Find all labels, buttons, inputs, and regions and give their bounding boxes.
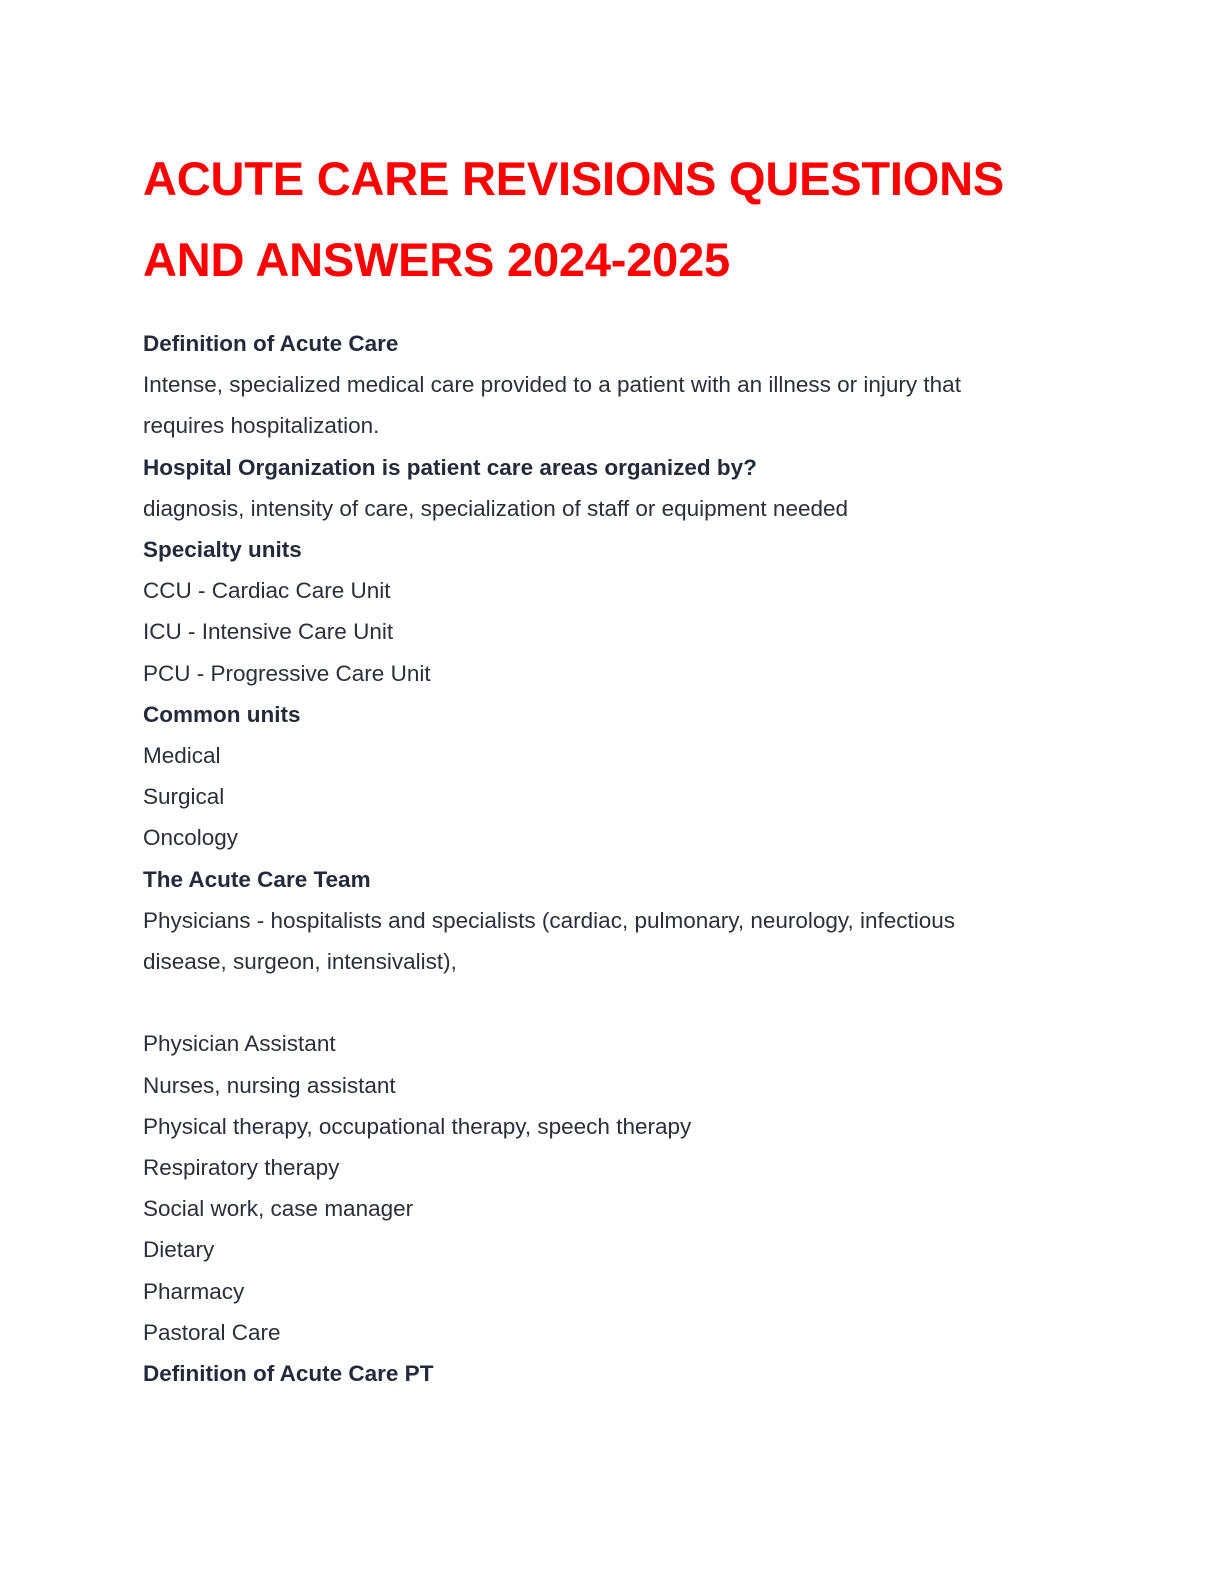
question-heading: Hospital Organization is patient care areas organized by?: [143, 454, 757, 480]
answer-line: PCU - Progressive Care Unit: [143, 660, 431, 686]
answer-line: Intense, specialized medical care provided to a patient with an illness or injury that: [143, 372, 961, 398]
answer-line: requires hospitalization.: [143, 413, 380, 439]
document-title-line: AND ANSWERS 2024-2025: [143, 233, 730, 286]
answer-line: disease, surgeon, intensivalist),: [143, 949, 457, 975]
answer-line: Physician Assistant: [143, 1031, 336, 1057]
question-heading: Definition of Acute Care: [143, 331, 399, 356]
question-heading: The Acute Care Team: [143, 866, 371, 892]
answer-line: Surgical: [143, 784, 225, 810]
answer-line: Dietary: [143, 1237, 215, 1263]
answer-line: CCU - Cardiac Care Unit: [143, 578, 391, 604]
question-heading: Definition of Acute Care PT: [143, 1361, 434, 1387]
answer-line: Pharmacy: [143, 1278, 245, 1304]
answer-line: diagnosis, intensity of care, specialization of staff or equipment needed: [143, 495, 849, 521]
document-title-line: ACUTE CARE REVISIONS QUESTIONS: [143, 152, 1004, 205]
document-title: [143, 138, 1043, 300]
answer-line: Pastoral Care: [143, 1319, 281, 1345]
answer-line: Physicians - hospitalists and specialists (cardiac, pulmonary, neurology, infectious: [143, 907, 956, 933]
answer-line: Nurses, nursing assistant: [143, 1072, 396, 1098]
answer-line: Respiratory therapy: [143, 1155, 340, 1181]
answer-line: Oncology: [143, 825, 239, 851]
blank-line: [143, 982, 1043, 1023]
answer-line: Medical: [143, 743, 221, 769]
answer-line: Physical therapy, occupational therapy, speech therapy: [143, 1113, 692, 1139]
question-heading: Common units: [143, 701, 301, 727]
answer-line: Social work, case manager: [143, 1196, 414, 1222]
document-content: [143, 138, 1043, 1394]
question-heading: Specialty units: [143, 537, 302, 563]
qa-body: [143, 323, 1043, 1394]
answer-line: ICU - Intensive Care Unit: [143, 619, 394, 645]
